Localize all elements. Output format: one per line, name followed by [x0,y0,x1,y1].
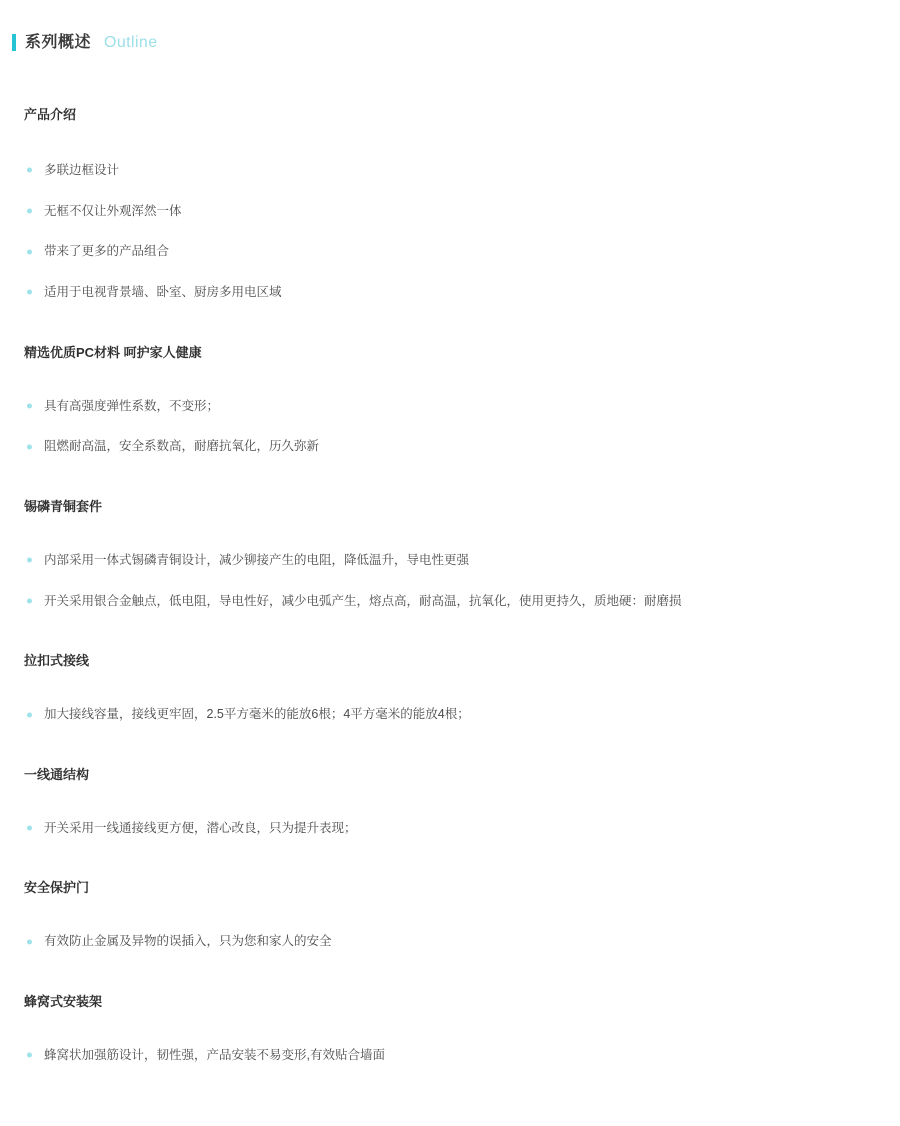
section-heading: 精选优质PC材料 呵护家人健康 [24,344,202,360]
bullet-dot-icon [27,558,32,563]
section-bullet-list [24,161,876,302]
list-item [24,397,876,416]
list-item-text: 多联边框设计 [44,162,120,177]
list-item [24,1046,876,1065]
list-item-text: 阻燃耐高温，安全系数高，耐磨抗氧化，历久弥新 [44,439,320,454]
section-honeycomb-mount [24,992,876,1065]
list-item [24,242,876,261]
section-heading: 一线通结构 [24,766,90,782]
list-item-text: 加大接线容量，接线更牢固，2.5平方毫米的能放6根；4平方毫米的能放4根； [44,707,470,722]
section-heading: 安全保护门 [24,880,90,896]
list-item [24,202,876,221]
section-heading: 锡磷青铜套件 [24,499,103,515]
bullet-dot-icon [27,444,32,449]
section-bullet-list [24,819,876,838]
list-item-text: 开关采用银合金触点，低电阻，导电性好，减少电弧产生，熔点高，耐高温，抗氧化，使用更持久，质地硬：耐磨损 [44,593,682,608]
section-single-line-structure [24,765,876,838]
bullet-dot-icon [27,208,32,213]
list-item [24,932,876,951]
bullet-dot-icon [27,826,32,831]
section-pc-material [24,343,876,456]
bullet-dot-icon [27,403,32,408]
bullet-dot-icon [27,168,32,173]
list-item-text: 带来了更多的产品组合 [44,244,170,259]
section-heading: 蜂窝式安装架 [24,994,103,1010]
page-title-en: Outline [104,33,158,51]
section-pull-buckle-wiring [24,651,876,724]
list-item [24,592,876,611]
list-item-text: 蜂窝状加强筋设计，韧性强，产品安装不易变形,有效贴合墙面 [44,1047,385,1062]
list-item-text: 具有高强度弹性系数，不变形； [44,398,220,413]
page-header [12,0,876,57]
list-item-text: 适用于电视背景墙、卧室、厨房多用电区域 [44,285,282,300]
bullet-dot-icon [27,1053,32,1058]
bullet-dot-icon [27,249,32,254]
accent-bar-icon [12,34,16,51]
section-bullet-list [24,932,876,951]
list-item [24,551,876,570]
list-item-text: 无框不仅让外观浑然一体 [44,203,182,218]
bottom-spacer [24,1065,876,1091]
list-item [24,283,876,302]
list-item-text: 内部采用一体式锡磷青铜设计，减少铆接产生的电阻，降低温升，导电性更强 [44,552,470,567]
bullet-dot-icon [27,599,32,604]
section-bullet-list [24,551,876,611]
bullet-dot-icon [27,290,32,295]
bullet-dot-icon [27,712,32,717]
section-heading: 拉扣式接线 [24,653,90,669]
list-item [24,161,876,180]
list-item-text: 开关采用一线通接线更方便，潜心改良，只为提升表现； [44,820,357,835]
section-bullet-list [24,1046,876,1065]
section-bullet-list [24,397,876,457]
list-item-text: 有效防止金属及异物的误插入，只为您和家人的安全 [44,934,332,949]
section-bullet-list [24,705,876,724]
section-product-intro [24,105,876,302]
list-item [24,437,876,456]
list-item [24,705,876,724]
section-safety-door [24,878,876,951]
section-heading: 产品介绍 [24,107,77,122]
list-item [24,819,876,838]
bullet-dot-icon [27,939,32,944]
page-title: 系列概述 [25,33,92,51]
section-bronze-kit [24,497,876,610]
